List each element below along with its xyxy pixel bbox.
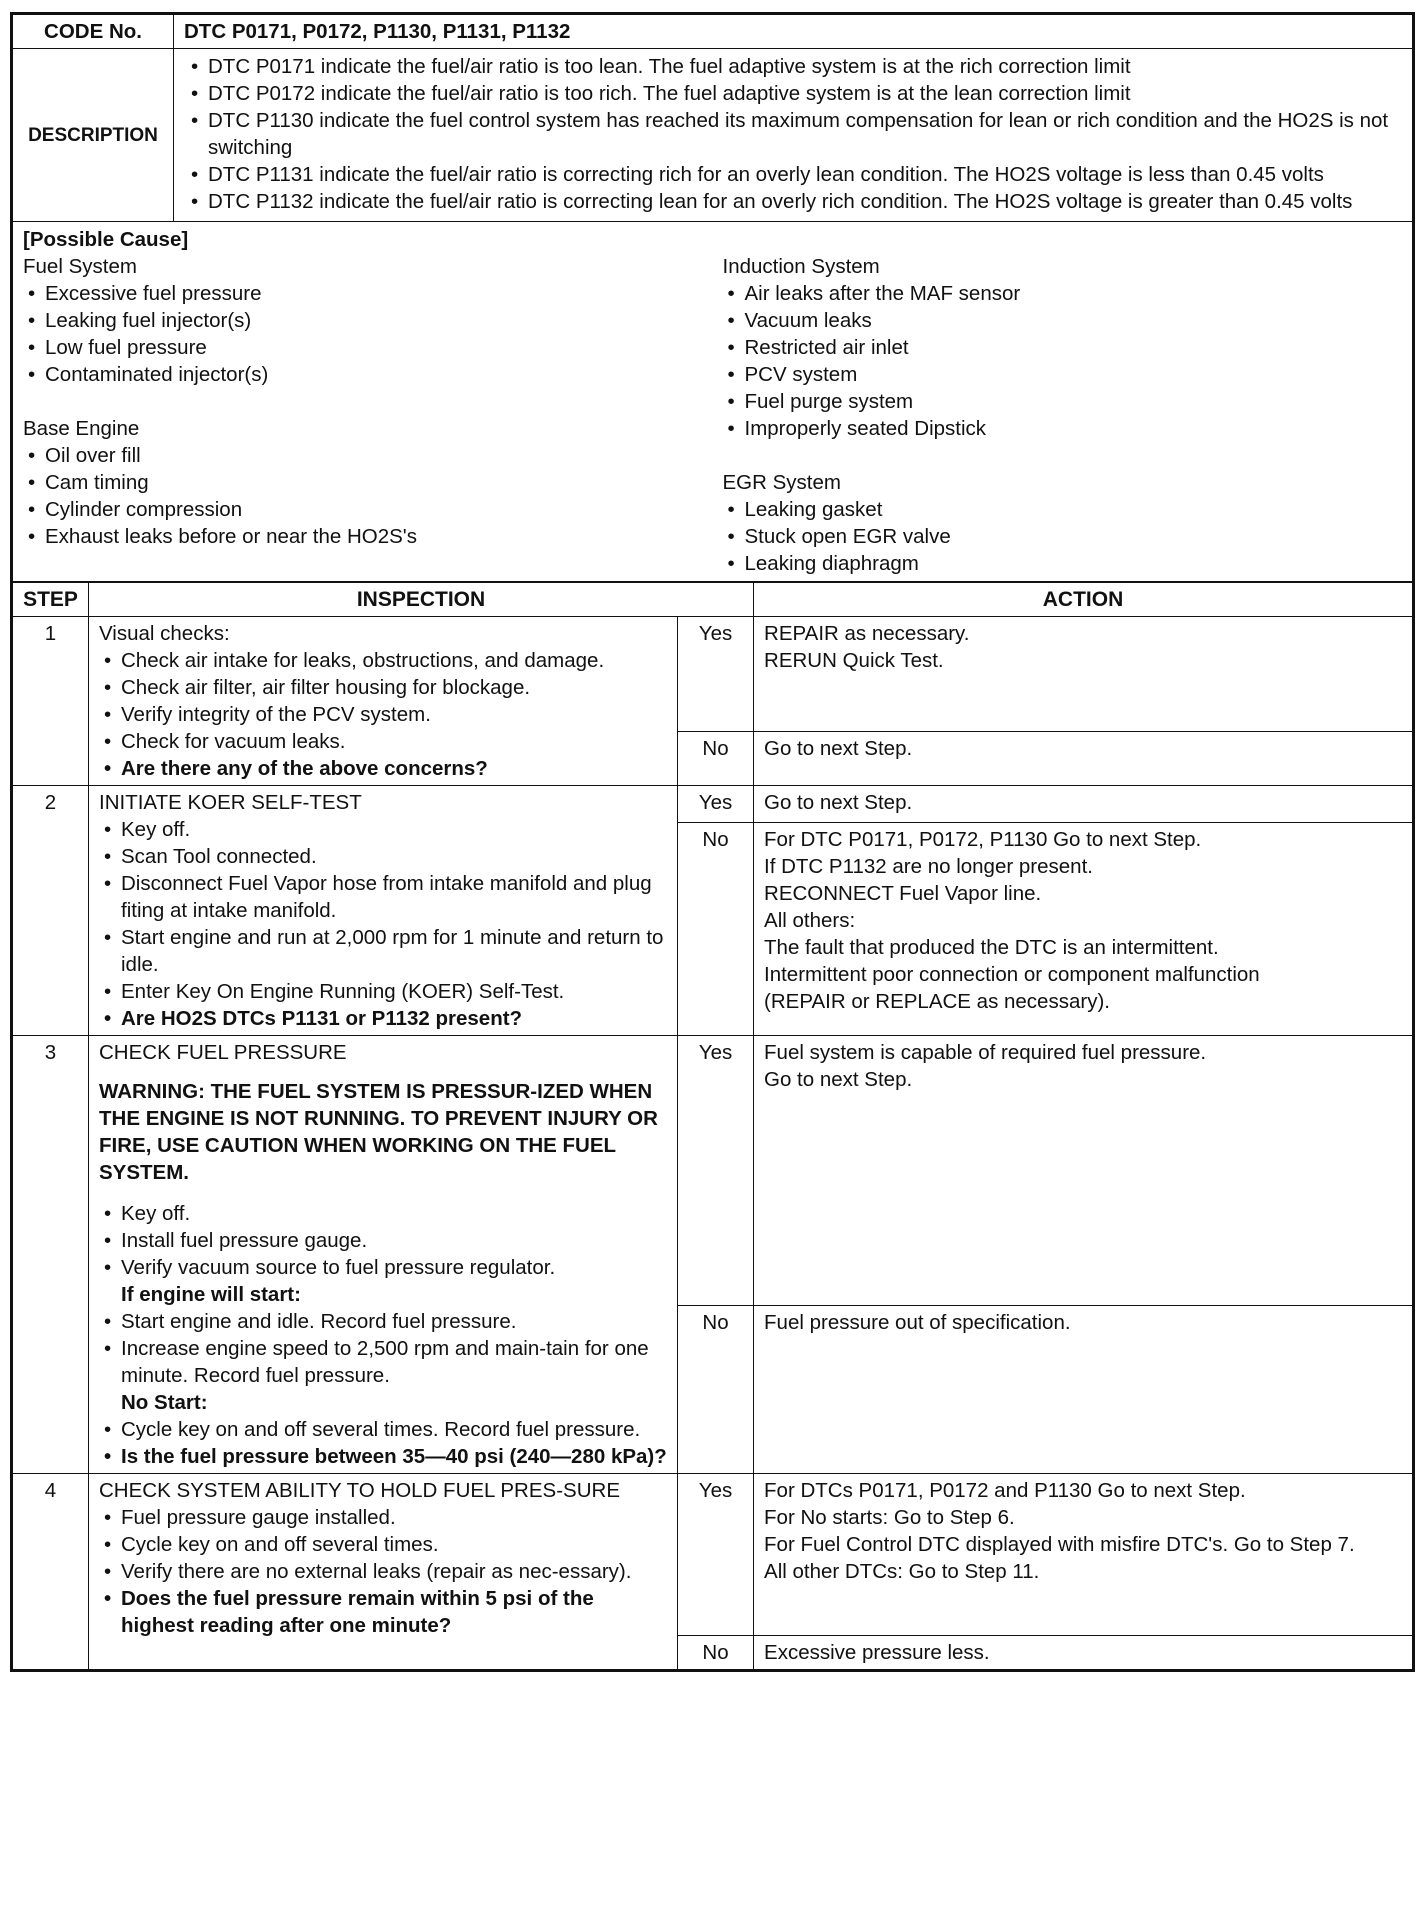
description-list: [186, 53, 1402, 215]
list-item: • Cycle key on and off several times. Record fuel pressure.: [99, 1416, 667, 1443]
action-line: For DTC P0171, P0172, P1130 Go to next Step.: [764, 827, 1202, 851]
list-item: • Contaminated injector(s): [23, 361, 703, 388]
action-line: RERUN Quick Test.: [764, 649, 944, 672]
action-line: Go to next Step.: [764, 791, 913, 814]
yes-action: [754, 617, 1413, 732]
list-item: • DTC P0171 indicate the fuel/air ratio is too lean. The fuel adaptive system is at the rich correction limit: [186, 53, 1402, 80]
action-line: Go to next Step.: [764, 737, 913, 760]
no-label: No: [678, 822, 754, 1035]
action-line: Fuel pressure out of specification.: [764, 1311, 1071, 1334]
list-item: • Leaking gasket: [723, 496, 1403, 523]
no-label: No: [678, 732, 754, 786]
list-item: • Key off.: [99, 816, 667, 843]
action-line: The fault that produced the DTC is an intermittent.: [764, 935, 1219, 959]
action-line: Excessive pressure less.: [764, 1641, 990, 1664]
list-item: • Cycle key on and off several times.: [99, 1531, 667, 1558]
table-row: [13, 617, 1413, 732]
list-item: • Increase engine speed to 2,500 rpm and main-tain for one minute. Record fuel pressure.: [99, 1335, 667, 1389]
list-item: • Fuel pressure gauge installed.: [99, 1504, 667, 1531]
list-item: • Leaking diaphragm: [723, 550, 1403, 577]
base-engine-title: Base Engine: [23, 417, 140, 440]
header-table: [12, 14, 1413, 582]
step-inspection: [89, 1036, 678, 1474]
action-line: RECONNECT Fuel Vapor line.: [764, 881, 1042, 905]
list-item: • Scan Tool connected.: [99, 843, 667, 870]
list-item: • Stuck open EGR valve: [723, 523, 1403, 550]
table-row: [13, 1474, 1413, 1636]
description-label: DESCRIPTION: [13, 49, 174, 222]
code-value: DTC P0171, P0172, P1130, P1131, P1132: [174, 15, 1413, 49]
step-title: Visual checks:: [99, 622, 230, 645]
egr-system-list: [723, 496, 1403, 577]
step-number: 1: [13, 617, 89, 786]
action-line: For No starts: Go to Step 6.: [764, 1506, 1015, 1529]
list-item: • Fuel purge system: [723, 388, 1403, 415]
no-action: [754, 822, 1413, 1035]
inspection-header: INSPECTION: [89, 583, 754, 617]
list-item: • Vacuum leaks: [723, 307, 1403, 334]
list-item: • Air leaks after the MAF sensor: [723, 280, 1403, 307]
step-title: CHECK SYSTEM ABILITY TO HOLD FUEL PRES-SURE: [99, 1479, 620, 1502]
step-title: CHECK FUEL PRESSURE: [99, 1041, 347, 1064]
action-line: For DTCs P0171, P0172 and P1130 Go to next Step.: [764, 1479, 1246, 1502]
action-line: If DTC P1132 are no longer present.: [764, 854, 1093, 878]
list-item: • Check for vacuum leaks.: [99, 728, 667, 755]
list-item: • Install fuel pressure gauge.: [99, 1227, 667, 1254]
action-line: (REPAIR or REPLACE as necessary).: [764, 989, 1110, 1013]
yes-label: Yes: [678, 617, 754, 732]
steps-table: [12, 582, 1413, 1670]
list-item: • Verify vacuum source to fuel pressure regulator.: [99, 1254, 667, 1281]
step-number: 4: [13, 1474, 89, 1670]
yes-action: [754, 1036, 1413, 1306]
yes-label: Yes: [678, 1036, 754, 1306]
step-header: STEP: [13, 583, 89, 617]
no-label: No: [678, 1636, 754, 1670]
table-row: [13, 786, 1413, 823]
list-item: • Improperly seated Dipstick: [723, 415, 1403, 442]
no-action: [754, 732, 1413, 786]
step-inspection: [89, 786, 678, 1036]
list-item: • DTC P1131 indicate the fuel/air ratio is correcting rich for an overly lean condition. The HO2S voltage is less than 0.45 volts: [186, 161, 1402, 188]
list-item: • PCV system: [723, 361, 1403, 388]
action-line: All other DTCs: Go to Step 11.: [764, 1560, 1040, 1583]
yes-action: [754, 1474, 1413, 1636]
list-item: • Key off.: [99, 1200, 667, 1227]
list-item: • Cylinder compression: [23, 496, 703, 523]
yes-label: Yes: [678, 1474, 754, 1636]
list-item: • Leaking fuel injector(s): [23, 307, 703, 334]
no-action: [754, 1636, 1413, 1670]
list-item: • Verify there are no external leaks (repair as nec-essary).: [99, 1558, 667, 1585]
action-line: REPAIR as necessary.: [764, 622, 970, 645]
list-item: • Enter Key On Engine Running (KOER) Self-Test.: [99, 978, 667, 1005]
step-number: 3: [13, 1036, 89, 1474]
list-item: • Check air intake for leaks, obstructions, and damage.: [99, 647, 667, 674]
list-item: • DTC P1132 indicate the fuel/air ratio is correcting lean for an overly rich condition. The HO2S voltage is greater than 0.45 volts: [186, 188, 1402, 215]
no-label: No: [678, 1306, 754, 1474]
list-item: • Excessive fuel pressure: [23, 280, 703, 307]
action-line: For Fuel Control DTC displayed with misfire DTC's. Go to Step 7.: [764, 1533, 1355, 1556]
list-item: • Start engine and run at 2,000 rpm for 1 minute and return to idle.: [99, 924, 667, 978]
list-item: • Exhaust leaks before or near the HO2S's: [23, 523, 703, 550]
possible-cause-section: [13, 222, 1413, 582]
list-item: • Oil over fill: [23, 442, 703, 469]
table-row: [13, 1036, 1413, 1306]
subheading: If engine will start:: [121, 1283, 301, 1306]
cause-column-left: [23, 253, 703, 577]
yes-label: Yes: [678, 786, 754, 823]
action-line: Go to next Step.: [764, 1068, 913, 1091]
action-line: Fuel system is capable of required fuel pressure.: [764, 1041, 1207, 1064]
action-line: All others:: [764, 908, 856, 932]
induction-system-title: Induction System: [722, 255, 880, 278]
induction-system-list: [723, 280, 1403, 442]
subheading: No Start:: [121, 1391, 208, 1414]
possible-cause-title: [Possible Cause]: [23, 228, 189, 251]
list-item: • DTC P0172 indicate the fuel/air ratio is too rich. The fuel adaptive system is at the lean correction limit: [186, 80, 1402, 107]
yes-action: [754, 786, 1413, 823]
list-item: • Cam timing: [23, 469, 703, 496]
egr-system-title: EGR System: [722, 471, 841, 494]
cause-column-right: [703, 253, 1403, 577]
action-header: ACTION: [754, 583, 1413, 617]
base-engine-list: [23, 442, 703, 550]
step-question: • Are HO2S DTCs P1131 or P1132 present?: [99, 1005, 667, 1032]
step-inspection: [89, 1474, 678, 1670]
fuel-system-list: [23, 280, 703, 388]
list-item: • Start engine and idle. Record fuel pressure.: [99, 1308, 667, 1335]
step-question: • Does the fuel pressure remain within 5 psi of the highest reading after one minute?: [99, 1585, 667, 1639]
list-item: • Check air filter, air filter housing for blockage.: [99, 674, 667, 701]
code-label: CODE No.: [13, 15, 174, 49]
warning-text: WARNING: THE FUEL SYSTEM IS PRESSUR-IZED WHEN THE ENGINE IS NOT RUNNING. TO PREVENT INJURY OR FIRE, USE CAUTION WHEN WORKING ON THE FUEL SYSTEM.: [99, 1080, 658, 1184]
action-line: Intermittent poor connection or component malfunction: [764, 962, 1260, 986]
list-item: • DTC P1130 indicate the fuel control system has reached its maximum compensation for lean or rich condition and the HO2S is not switching: [186, 107, 1402, 161]
step-title: INITIATE KOER SELF-TEST: [99, 791, 362, 814]
list-item: • Restricted air inlet: [723, 334, 1403, 361]
step-inspection: [89, 617, 678, 786]
dtc-document: [10, 12, 1415, 1672]
fuel-system-title: Fuel System: [23, 255, 137, 278]
step-question: • Is the fuel pressure between 35—40 psi (240—280 kPa)?: [99, 1443, 667, 1470]
list-item: • Verify integrity of the PCV system.: [99, 701, 667, 728]
step-question: • Are there any of the above concerns?: [99, 755, 667, 782]
step-number: 2: [13, 786, 89, 1036]
no-action: [754, 1306, 1413, 1474]
list-item: • Low fuel pressure: [23, 334, 703, 361]
list-item: • Disconnect Fuel Vapor hose from intake manifold and plug fiting at intake manifold.: [99, 870, 667, 924]
